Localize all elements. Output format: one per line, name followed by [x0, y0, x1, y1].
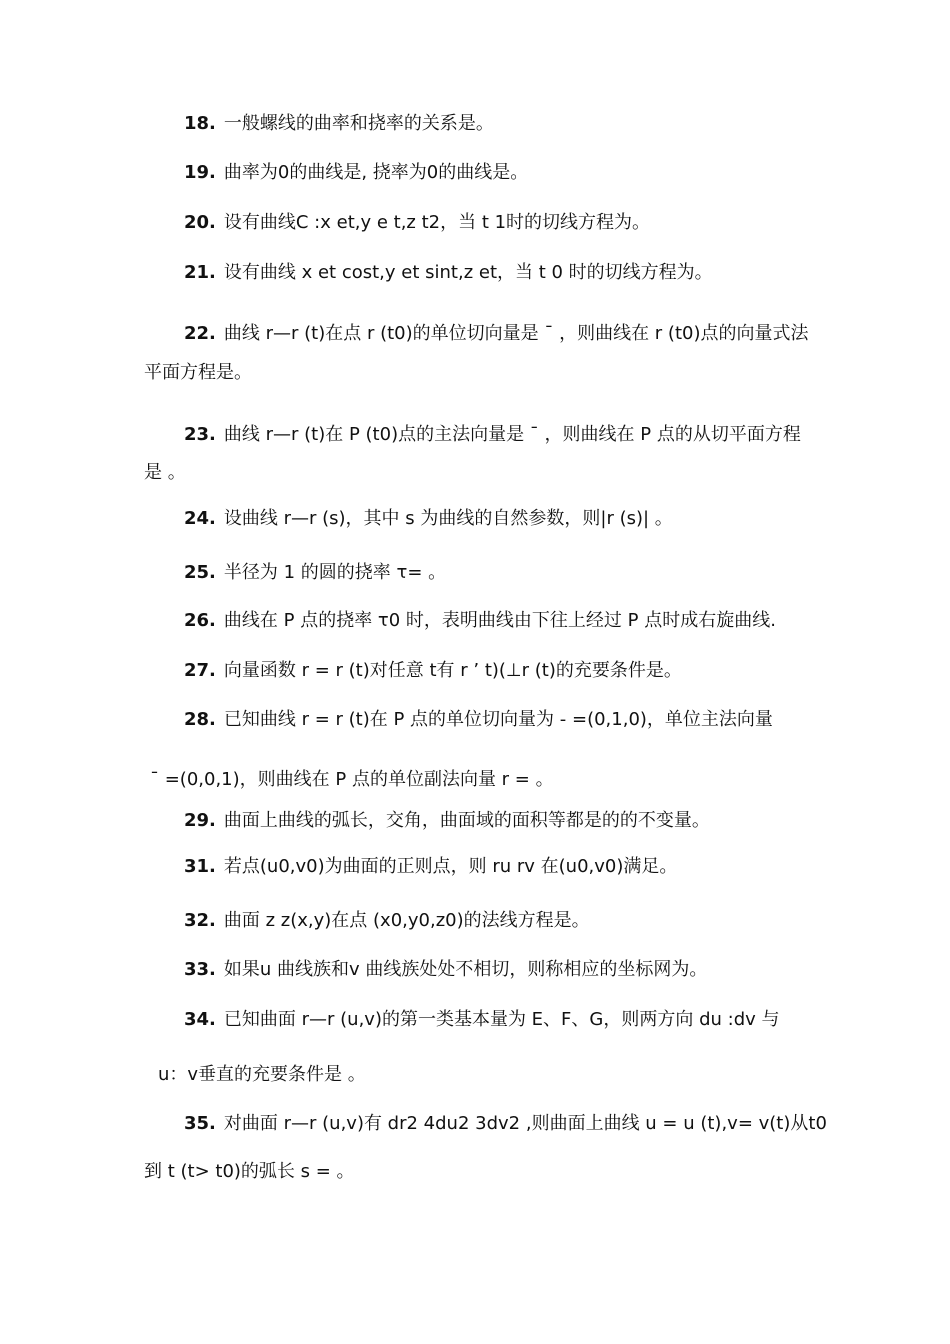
item-number: 33.	[184, 959, 216, 980]
item-text: 向量函数 r = r (t)对任意 t有 r ’ t)(⊥r (t)的充要条件是。	[223, 660, 682, 681]
item-24	[184, 508, 673, 530]
item-number: 32.	[184, 910, 216, 931]
item-32	[184, 910, 590, 932]
item-33	[184, 959, 707, 981]
item-text: 已知曲面 r—r (u,v)的第一类基本量为 E、F、G，则两方向 du :dv 与	[223, 1009, 780, 1030]
item-text: 曲面上曲线的弧长，交角，曲面域的面积等都是的的不变量。	[223, 810, 710, 831]
item-22-continuation: 平面方程是。	[144, 362, 252, 383]
item-35	[184, 1113, 827, 1135]
item-22	[184, 323, 808, 345]
item-29	[184, 810, 710, 832]
item-34-continuation: u：v垂直的充要条件是 。	[158, 1064, 366, 1085]
item-number: 19.	[184, 162, 216, 183]
item-text: 若点(u0,v0)为曲面的正则点，则 ru rv 在(u0,v0)满足。	[223, 856, 678, 877]
item-number: 25.	[184, 562, 216, 583]
item-31	[184, 856, 677, 878]
item-21	[184, 262, 713, 284]
item-28-continuation: ¯ =(0,0,1)，则曲线在 P 点的单位副法向量 r = 。	[150, 769, 554, 790]
item-text: 曲线 r—r (t)在点 r (t0)的单位切向量是 ¯ ，则曲线在 r (t0)点的向量式法	[223, 323, 809, 344]
item-26	[184, 610, 776, 632]
item-text: 设曲线 r—r (s)，其中 s 为曲线的自然参数，则|r (s)| 。	[223, 508, 673, 529]
item-number: 23.	[184, 424, 216, 445]
item-34	[184, 1009, 780, 1031]
item-text: 曲率为0的曲线是, 挠率为0的曲线是。	[223, 162, 529, 183]
item-number: 27.	[184, 660, 216, 681]
item-text: 半径为 1 的圆的挠率 τ= 。	[223, 562, 447, 583]
item-number: 21.	[184, 262, 216, 283]
item-number: 18.	[184, 113, 216, 134]
item-text: 一般螺线的曲率和挠率的关系是。	[223, 113, 494, 134]
item-text: 设有曲线C :x et,y e t,z t2，当 t 1时的切线方程为。	[223, 212, 651, 233]
item-19	[184, 162, 528, 184]
item-text: 曲面 z z(x,y)在点 (x0,y0,z0)的法线方程是。	[223, 910, 590, 931]
item-23	[184, 424, 801, 446]
item-number: 22.	[184, 323, 216, 344]
item-27	[184, 660, 682, 682]
item-number: 34.	[184, 1009, 216, 1030]
item-text: 如果u 曲线族和v 曲线族处处不相切，则称相应的坐标网为。	[223, 959, 708, 980]
item-20	[184, 212, 650, 234]
item-number: 26.	[184, 610, 216, 631]
item-28	[184, 709, 773, 731]
item-text: 对曲面 r—r (u,v)有 dr2 4du2 3dv2 ,则曲面上曲线 u = u (t),v= v(t)从t0	[223, 1113, 827, 1134]
item-23-continuation: 是 。	[144, 462, 186, 483]
item-number: 35.	[184, 1113, 216, 1134]
item-number: 24.	[184, 508, 216, 529]
item-35-continuation: 到 t (t> t0)的弧长 s = 。	[144, 1161, 355, 1182]
item-text: 设有曲线 x et cost,y et sint,z et，当 t 0 时的切线方程为。	[223, 262, 713, 283]
item-number: 29.	[184, 810, 216, 831]
item-text: 曲线在 P 点的挠率 τ0 时，表明曲线由下往上经过 P 点时成右旋曲线.	[223, 610, 776, 631]
item-25	[184, 562, 446, 584]
item-text: 曲线 r—r (t)在 P (t0)点的主法向量是 ¯ ，则曲线在 P 点的从切平面方程	[223, 424, 801, 445]
item-number: 20.	[184, 212, 216, 233]
item-number: 28.	[184, 709, 216, 730]
item-18	[184, 113, 494, 135]
item-text: 已知曲线 r = r (t)在 P 点的单位切向量为 - =(0,1,0)，单位主法向量	[223, 709, 773, 730]
item-number: 31.	[184, 856, 216, 877]
